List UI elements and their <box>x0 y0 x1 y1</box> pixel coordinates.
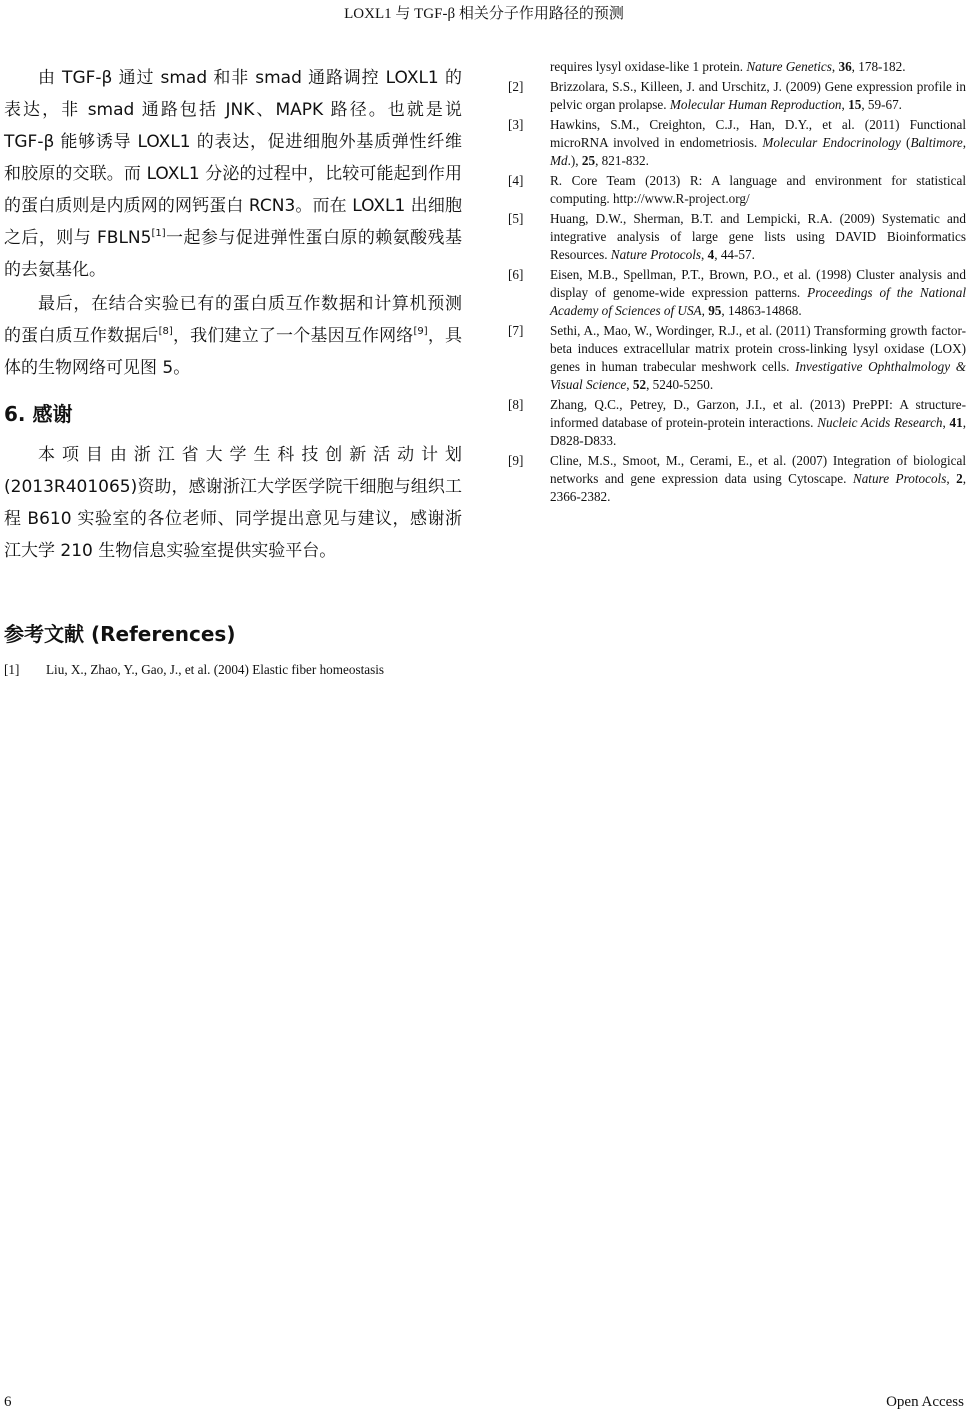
section-6-heading: 6. 感谢 <box>4 402 73 426</box>
reference-1 <box>4 661 462 679</box>
page-number: 6 <box>4 1394 12 1410</box>
reference-1-continued: requires lysyl oxidase-like 1 protein. Nature Genetics, 36, 178-182. <box>550 59 906 74</box>
reference-9: [9] Cline, M.S., Smoot, M., Cerami, E., et al. (2007) Integration of biological networks and gene expression data using Cytoscape. Nature Protocols, 2, 2366-2382. <box>508 453 967 504</box>
reference-3: [3] Hawkins, S.M., Creighton, C.J., Han, D.Y., et al. (2011) Functional microRNA involved in endometriosis. Molecular Endocrinology (Baltimore, Md.), 25, 821-832. <box>508 117 966 168</box>
citation-1[interactable]: [1] <box>151 228 166 239</box>
references-heading: 参考文献 (References) <box>4 622 236 646</box>
paragraph-1 <box>4 62 462 286</box>
paragraph-2-text-b: ，我们建立了一个基因互作网络 <box>172 326 414 346</box>
paragraph-3: 本项目由浙江省大学生科技创新活动计划(2013R401065)资助，感谢浙江大学医学院干细胞与组织工程 B610 实验室的各位老师、同学提出意见与建议，感谢浙江大学 210 生物信息实验室提供实验平台。 <box>4 445 462 561</box>
paragraph-2 <box>4 288 462 384</box>
reference-4: [4] R. Core Team (2013) R: A language and environment for statistical computing. http://www.R-project.org/ <box>508 173 966 206</box>
reference-6: [6] Eisen, M.B., Spellman, P.T., Brown, P.O., et al. (1998) Cluster analysis and display of genome-wide expression patterns. Proceedings of the National Academy of Sciences of USA, 95, 14863-14868. <box>508 267 967 318</box>
citation-8[interactable]: [8] <box>158 326 173 337</box>
reference-7: [7] Sethi, A., Mao, W., Wordinger, R.J., et al. (2011) Transforming growth factor-beta induces extracellular matrix protein cross-linking lysyl oxidase (LOX) genes in human trabecular meshwork cells. Investigative Ophthalmology & Visual Science, 52, 5240-5250. <box>508 323 966 392</box>
left-column <box>4 62 462 567</box>
paragraph-1-end: 一起参与促进弹性蛋白原的赖氨酸残基的去氨基化。 <box>4 228 462 280</box>
reference-text: Liu, X., Zhao, Y., Gao, J., et al. (2004) Elastic fiber homeostasis <box>46 662 385 677</box>
reference-8: [8] Zhang, Q.C., Petrey, D., Garzon, J.I., et al. (2013) PrePPI: A structure-informed database of protein-protein interactions. Nucleic Acids Research, 41, D828-D833. <box>508 397 967 448</box>
paragraph-1-text: 由 TGF-β 通过 smad 和非 smad 通路调控 LOXL1 的表达，非 smad 通路包括 JNK、MAPK 路径。也就是说 TGF-β 能够诱导 LOXL1 的表达，促进细胞外基质弹性纤维和胶原的交联。而 LOXL1 分泌的过程中，比较可能起到作用的蛋白质则是内质网的网钙蛋白 RCN3。而在 LOXL1 出细胞之后，则与 FBLN5 <box>4 68 462 248</box>
right-column <box>508 58 966 506</box>
citation-9[interactable]: [9] <box>413 326 428 337</box>
footer-open-access: Open Access <box>886 1394 964 1410</box>
reference-number: [1] <box>4 662 20 677</box>
running-header: LOXL1 与 TGF-β 相关分子作用路径的预测 <box>344 6 624 22</box>
reference-5: [5] Huang, D.W., Sherman, B.T. and Lempicki, R.A. (2009) Systematic and integrative analysis of large gene lists using DAVID Bioinformatics Resources. Nature Protocols, 4, 44-57. <box>508 211 966 262</box>
reference-2: [2] Brizzolara, S.S., Killeen, J. and Urschitz, J. (2009) Gene expression profile in pelvic organ prolapse. Molecular Human Reproduction, 15, 59-67. <box>508 79 966 112</box>
paragraph-2-text-a: 最后，在结合实验已有的蛋白质互作数据和计算机预测的蛋白质互作数据后 <box>4 294 462 346</box>
paragraph-2-text-c: ，具体的生物网络可见图 5。 <box>4 326 463 378</box>
